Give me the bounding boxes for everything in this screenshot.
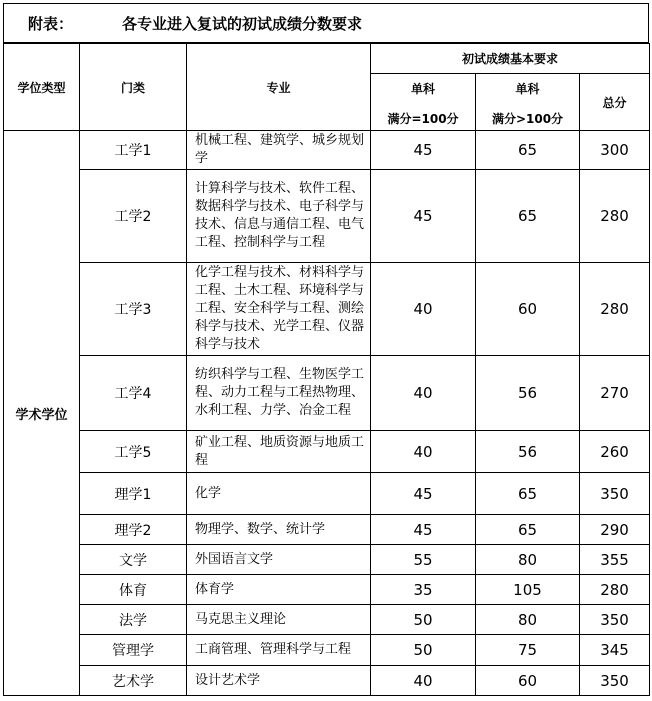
- header-major: 专业: [187, 44, 371, 131]
- table-row: [4, 170, 650, 263]
- single-100-cell: 50: [371, 605, 476, 635]
- total-cell: 290: [580, 515, 650, 545]
- single-gt100-cell: 80: [476, 545, 580, 575]
- total-cell: 345: [580, 635, 650, 666]
- table-row: [4, 515, 650, 545]
- major-cell: 马克思主义理论: [187, 605, 371, 635]
- single-gt100-cell: 65: [476, 473, 580, 515]
- single-100-cell: 40: [371, 263, 476, 356]
- header-total: 总分: [580, 74, 650, 131]
- single-100-cell: 40: [371, 356, 476, 431]
- degree-type-cell: 学术学位: [4, 131, 80, 696]
- table-row: [4, 263, 650, 356]
- single-100-cell: 45: [371, 515, 476, 545]
- table-row: [4, 575, 650, 605]
- table-row: [4, 605, 650, 635]
- table-row: [4, 473, 650, 515]
- single-100-cell: 55: [371, 545, 476, 575]
- category-cell: 工学2: [80, 170, 187, 263]
- single-gt100-cell: 56: [476, 356, 580, 431]
- table-row: [4, 131, 650, 170]
- major-cell: 化学: [187, 473, 371, 515]
- single-100-cell: 40: [371, 666, 476, 696]
- category-cell: 法学: [80, 605, 187, 635]
- table-row: [4, 666, 650, 696]
- total-cell: 355: [580, 545, 650, 575]
- major-cell: 机械工程、建筑学、城乡规划学: [187, 131, 371, 170]
- header-row-1: [4, 44, 650, 74]
- major-cell: 外国语言文学: [187, 545, 371, 575]
- category-cell: 理学2: [80, 515, 187, 545]
- header-single-gt100-line2: 满分>100分: [491, 112, 564, 126]
- single-gt100-cell: 60: [476, 263, 580, 356]
- header-degree-type: 学位类型: [4, 44, 80, 131]
- major-cell: 矿业工程、地质资源与地质工程: [187, 431, 371, 473]
- table-title-row: [3, 3, 649, 43]
- single-100-cell: 35: [371, 575, 476, 605]
- category-cell: 艺术学: [80, 666, 187, 696]
- total-cell: 270: [580, 356, 650, 431]
- header-category: 门类: [80, 44, 187, 131]
- single-gt100-cell: 80: [476, 605, 580, 635]
- total-cell: 280: [580, 575, 650, 605]
- category-cell: 文学: [80, 545, 187, 575]
- major-cell: 纺织科学与工程、生物医学工程、动力工程与工程热物理、水利工程、力学、冶金工程: [187, 356, 371, 431]
- header-single-100: [371, 74, 476, 131]
- total-cell: 300: [580, 131, 650, 170]
- total-cell: 280: [580, 170, 650, 263]
- table-row: [4, 545, 650, 575]
- single-gt100-cell: 65: [476, 170, 580, 263]
- table-row: [4, 356, 650, 431]
- major-cell: 体育学: [187, 575, 371, 605]
- header-single-100-line1: 单科: [410, 82, 435, 96]
- header-single-gt100-line1: 单科: [515, 82, 540, 96]
- category-cell: 工学5: [80, 431, 187, 473]
- total-cell: 260: [580, 431, 650, 473]
- major-cell: 设计艺术学: [187, 666, 371, 696]
- major-cell: 工商管理、管理科学与工程: [187, 635, 371, 666]
- category-cell: 管理学: [80, 635, 187, 666]
- title-label: 附表：: [28, 15, 74, 33]
- major-cell: 物理学、数学、统计学: [187, 515, 371, 545]
- header-basic-requirement: 初试成绩基本要求: [371, 44, 650, 74]
- header-single-gt100: [476, 74, 580, 131]
- total-cell: 350: [580, 605, 650, 635]
- total-cell: 280: [580, 263, 650, 356]
- category-cell: 工学4: [80, 356, 187, 431]
- table-row: [4, 431, 650, 473]
- total-cell: 350: [580, 666, 650, 696]
- single-100-cell: 45: [371, 170, 476, 263]
- total-cell: 350: [580, 473, 650, 515]
- single-100-cell: 45: [371, 131, 476, 170]
- single-gt100-cell: 56: [476, 431, 580, 473]
- table-row: [4, 635, 650, 666]
- major-cell: 化学工程与技术、材料科学与工程、土木工程、环境科学与工程、安全科学与工程、测绘科学与技术、光学工程、仪器科学与技术: [187, 263, 371, 356]
- single-100-cell: 50: [371, 635, 476, 666]
- header-single-100-line2: 满分=100分: [387, 112, 459, 126]
- page-title: 各专业进入复试的初试成绩分数要求: [122, 15, 363, 33]
- category-cell: 工学1: [80, 131, 187, 170]
- category-cell: 理学1: [80, 473, 187, 515]
- score-requirements-table: [3, 43, 650, 696]
- single-gt100-cell: 75: [476, 635, 580, 666]
- single-gt100-cell: 60: [476, 666, 580, 696]
- single-gt100-cell: 65: [476, 131, 580, 170]
- category-cell: 体育: [80, 575, 187, 605]
- single-gt100-cell: 65: [476, 515, 580, 545]
- single-gt100-cell: 105: [476, 575, 580, 605]
- single-100-cell: 45: [371, 473, 476, 515]
- category-cell: 工学3: [80, 263, 187, 356]
- single-100-cell: 40: [371, 431, 476, 473]
- major-cell: 计算科学与技术、软件工程、数据科学与技术、电子科学与技术、信息与通信工程、电气工程、控制科学与工程: [187, 170, 371, 263]
